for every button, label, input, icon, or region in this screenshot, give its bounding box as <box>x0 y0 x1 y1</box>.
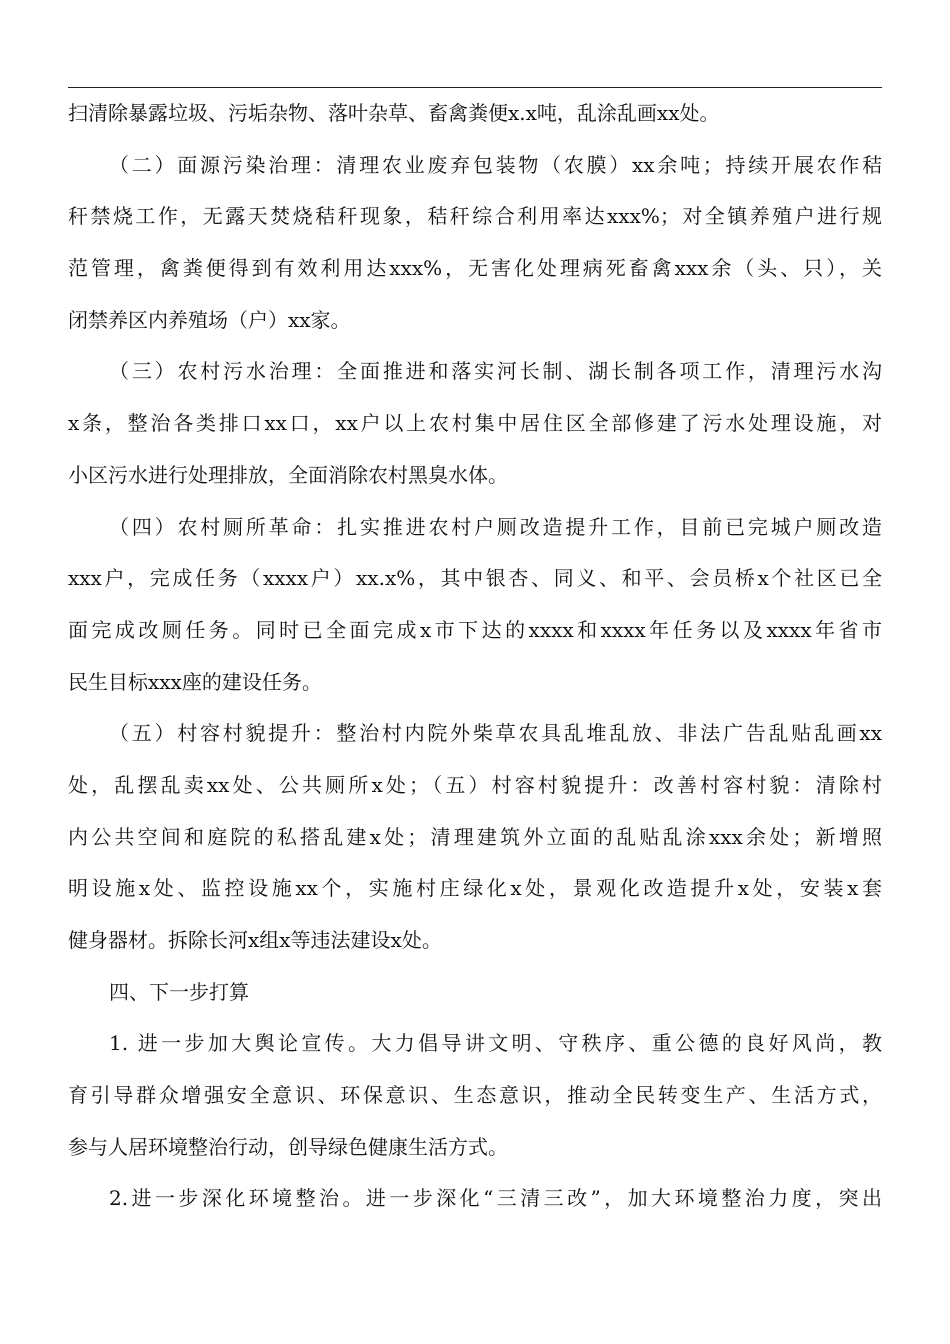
paragraph-line: 扫清除暴露垃圾、污垢杂物、落叶杂草、畜禽粪便x.x吨，乱涂乱画xx处。 <box>68 101 720 125</box>
paragraph-line: （二）面源污染治理：清理农业废弃包装物（农膜）xx余吨；持续开展农作秸 <box>109 152 882 177</box>
paragraph-line: 育引导群众增强安全意识、环保意识、生态意识，推动全民转变生产、生活方式， <box>68 1083 882 1108</box>
paragraph-line: 民生目标xxx座的建设任务。 <box>68 669 322 694</box>
paragraph-line: 明设施x处、监控设施xx个，实施村庄绿化x处，景观化改造提升x处，安装x套 <box>68 876 882 901</box>
paragraph-line: 秆禁烧工作，无露天焚烧秸秆现象，秸秆综合利用率达xxx%；对全镇养殖户进行规 <box>68 204 882 229</box>
paragraph-line: （三）农村污水治理：全面推进和落实河长制、湖长制各项工作，清理污水沟 <box>109 359 882 384</box>
document-page <box>68 0 882 1344</box>
document-body <box>68 88 882 1225</box>
paragraph-line: 健身器材。拆除长河x组x等违法建设x处。 <box>68 928 442 952</box>
section-heading: 四、下一步打算 <box>109 979 249 1004</box>
paragraph-line: 面完成改厕任务。同时已全面完成x市下达的xxxx和xxxx年任务以及xxxx年省市 <box>68 617 882 642</box>
paragraph-line: 处，乱摆乱卖xx处、公共厕所x处；（五）村容村貌提升：改善村容村貌：清除村 <box>68 772 882 797</box>
paragraph-line: 参与人居环境整治行动，创导绿色健康生活方式。 <box>68 1134 508 1159</box>
paragraph-line: 1. 进一步加大舆论宣传。大力倡导讲文明、守秩序、重公德的良好风尚，教 <box>109 1031 882 1056</box>
paragraph-line: 内公共空间和庭院的私搭乱建x处；清理建筑外立面的乱贴乱涂xxx余处；新增照 <box>68 824 882 849</box>
paragraph-line: 范管理，禽粪便得到有效利用达xxx%，无害化处理病死畜禽xxx余（头、只），关 <box>68 256 882 281</box>
paragraph-line: x条，整治各类排口xx口，xx户以上农村集中居住区全部修建了污水处理设施，对 <box>68 411 882 436</box>
paragraph-line: 2.进一步深化环境整治。进一步深化“三清三改”，加大环境整治力度，突出 <box>109 1186 882 1211</box>
paragraph-line: xxx户，完成任务（xxxx户）xx.x%，其中银杏、同义、和平、会员桥x个社区已全 <box>68 566 882 591</box>
paragraph-line: （四）农村厕所革命：扎实推进农村户厕改造提升工作，目前已完城户厕改造 <box>109 514 882 539</box>
paragraph-line: 闭禁养区内养殖场（户）xx家。 <box>68 307 351 332</box>
paragraph-line: 小区污水进行处理排放，全面消除农村黑臭水体。 <box>68 462 508 487</box>
paragraph-line: （五）村容村貌提升：整治村内院外柴草农具乱堆乱放、非法广告乱贴乱画xx <box>109 721 882 746</box>
